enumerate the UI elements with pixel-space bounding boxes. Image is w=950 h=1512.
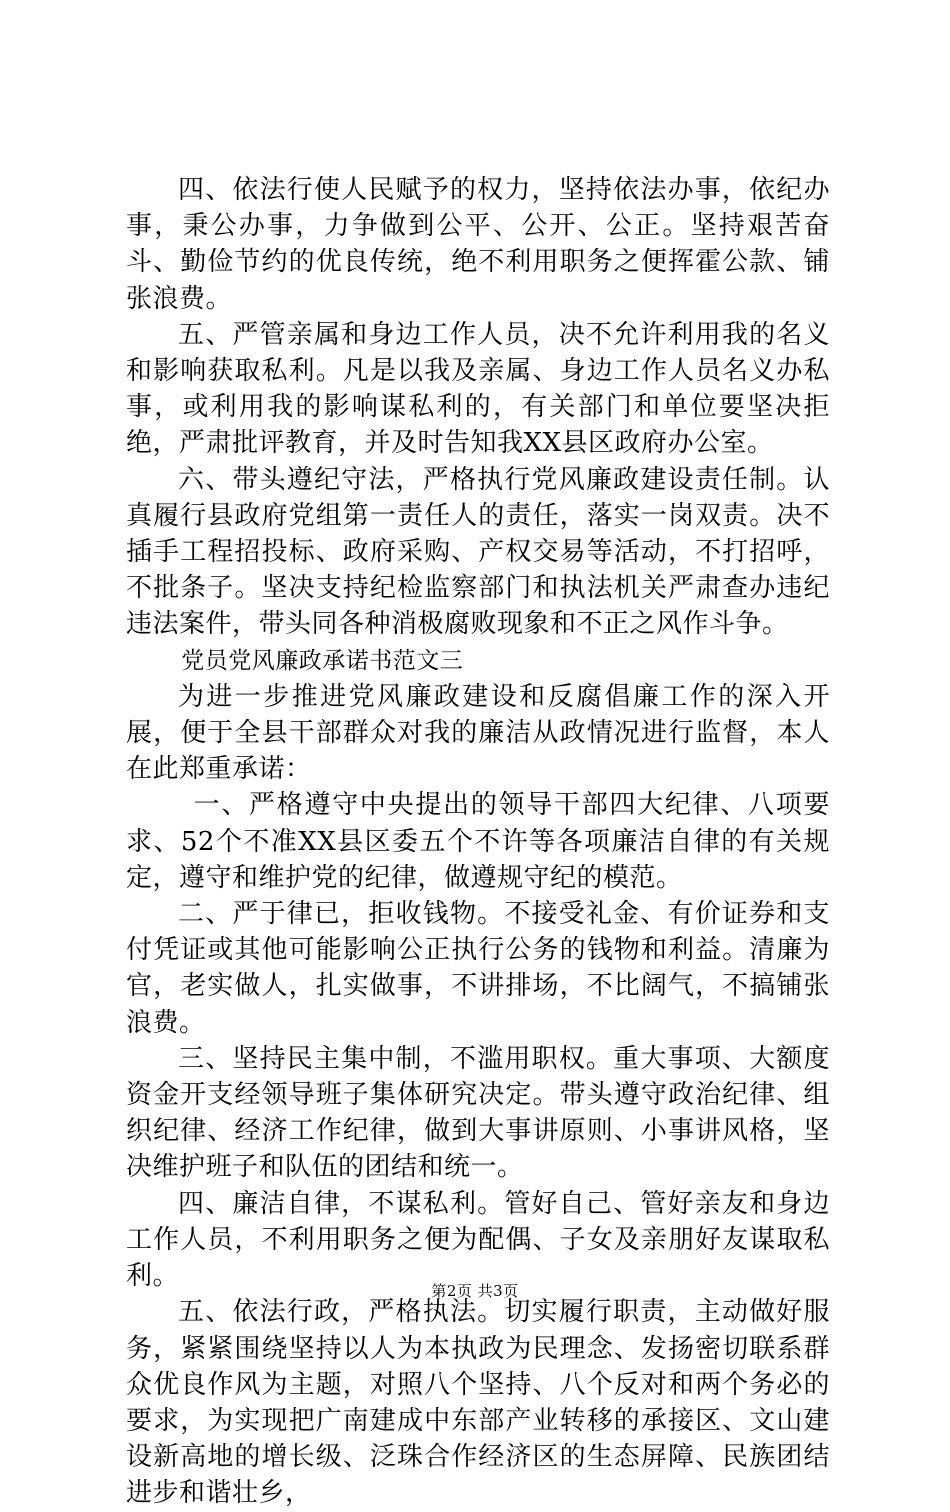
paragraph-item-4-authority: 四、依法行使人民赋予的权力，坚持依法办事，依纪办事，秉公办事，力争做到公平、公开、公正。坚持艰苦奋斗、勤俭节约的优良传统，绝不利用职务之便挥霍公款、铺张浪费。 xyxy=(126,175,830,314)
paragraph-intro: 为进一步推进党风廉政建设和反腐倡廉工作的深入开展，便于全县干部群众对我的廉洁从政情况进行监督，本人在此郑重承诺： xyxy=(126,681,830,785)
section-heading: 党员党风廉政承诺书范文三 xyxy=(181,647,464,674)
paragraph-item-5-lawful-admin: 五、依法行政，严格执法。切实履行职责，主动做好服务，紧紧围绕坚持以人为本执政为民理念、发扬密切联系群众优良作风为主题，对照八个坚持、八个反对和两个务必的要求，为实现把广南建成中东部产业转移的承接区、文山建设新高地的增长级、泛珠合作经济区的生态屏障、民族团结进步和谐壮乡， xyxy=(126,1297,830,1509)
paragraph-item-5-relatives: 五、严管亲属和身边工作人员，决不允许利用我的名义和影响获取私利。凡是以我及亲属、身边工作人员名义办私事，或利用我的影响谋私利的，有关部门和单位要坚决拒绝，严肃批评教育，并及时告知我XX县区政府办公室。 xyxy=(126,319,830,459)
page-number-label: 第2页 共3页 xyxy=(431,1282,519,1300)
paragraph-item-4-integrity: 四、廉洁自律，不谋私利。管好自己、管好亲友和身边工作人员，不利用职务之便为配偶、子女及亲朋好友谋取私利。 xyxy=(126,1188,830,1292)
paragraph-item-2-self-discipline: 二、严于律已，拒收钱物。不接受礼金、有价证券和支付凭证或其他可能影响公正执行公务的钱物和利益。清廉为官，老实做人，扎实做事，不讲排场，不比阔气，不搞铺张浪费。 xyxy=(126,899,830,1038)
document-body xyxy=(126,172,830,1512)
paragraph-item-6-discipline: 六、带头遵纪守法，严格执行党风廉政建设责任制。认真履行县政府党组第一责任人的责任，落实一岗双责。决不插手工程招投标、政府采购、产权交易等活动，不打招呼，不批条子。坚决支持纪检监察部门和执法机关严肃查办违纪违法案件，带头同各种消极腐败现象和不正之风作斗争。 xyxy=(126,464,830,640)
page-footer xyxy=(0,1280,950,1301)
paragraph-item-3-centralism: 三、坚持民主集中制，不滥用职权。重大事项、大额度资金开支经领导班子集体研究决定。带头遵守政治纪律、组织纪律、经济工作纪律，做到大事讲原则、小事讲风格，坚决维护班子和队伍的团结和统一。 xyxy=(126,1043,830,1183)
paragraph-item-1-rules: 一、严格遵守中央提出的领导干部四大纪律、八项要求、52个不准XX县区委五个不许等各项廉洁自律的有关规定，遵守和维护党的纪律，做遵规守纪的模范。 xyxy=(126,790,830,893)
